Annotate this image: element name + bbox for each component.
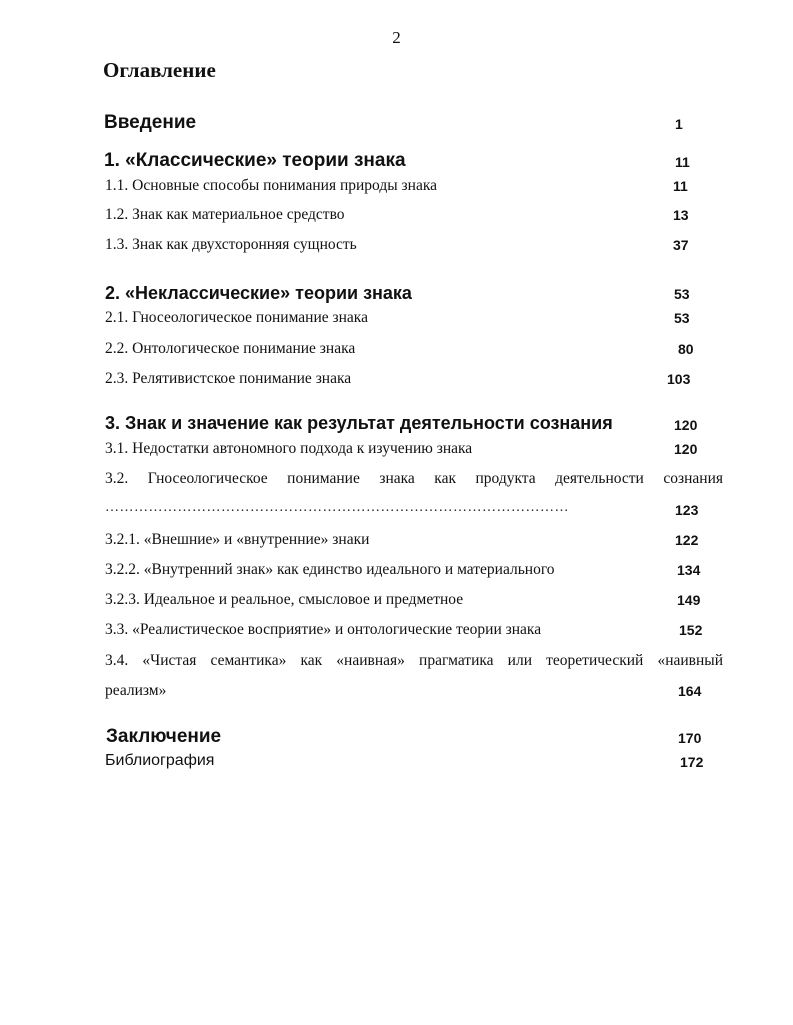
toc-entry-title: 3. Знак и значение как результат деятельности сознания	[105, 413, 613, 433]
toc-entry-page: 123	[675, 502, 699, 518]
toc-entry-page: 37	[673, 237, 689, 253]
toc-entry-title: 2.3. Релятивистское понимание знака	[105, 370, 352, 387]
toc-entry-page: 53	[674, 310, 690, 326]
toc-entry-title: 1.2. Знак как материальное средство	[105, 206, 345, 223]
toc-entry-page: 53	[674, 286, 690, 302]
toc-entry-title: 1. «Классические» теории знака	[104, 150, 406, 171]
toc-entry-title-continued: реализм»	[105, 682, 167, 699]
toc-entry-page: 103	[667, 371, 691, 387]
toc-entry-page: 120	[674, 417, 698, 433]
toc-entry-page: 11	[675, 154, 690, 170]
toc-entry-page: 152	[679, 622, 703, 638]
toc-entry-title: 3.4. «Чистая семантика» как «наивная» прагматика или теоретический «наивный	[105, 652, 723, 669]
toc-entry-title: 3.2.3. Идеальное и реальное, смысловое и предметное	[105, 591, 464, 608]
toc-entry-title: Библиография	[105, 752, 215, 769]
toc-entry-title: 3.2.1. «Внешние» и «внутренние» знаки	[105, 531, 370, 548]
toc-entry-page: 164	[678, 683, 702, 699]
toc-entry-page: 13	[673, 207, 689, 223]
toc-entry-title: 3.3. «Реалистическое восприятие» и онтологические теории знака	[105, 621, 542, 638]
toc-entry-page: 134	[677, 562, 701, 578]
toc-entry-title: 3.1. Недостатки автономного подхода к изучению знака	[105, 440, 473, 457]
toc-entry-page: 11	[673, 178, 688, 194]
toc-entry-page: 149	[677, 592, 701, 608]
toc-entry-page: 120	[674, 441, 698, 457]
toc-entry-title: 2.2. Онтологическое понимание знака	[105, 340, 356, 357]
toc-entry-title: 2. «Неклассические» теории знака	[105, 283, 412, 303]
toc-entry-page: 80	[678, 341, 694, 357]
toc-entry-page: 122	[675, 532, 699, 548]
toc-entry-title: Заключение	[106, 726, 222, 747]
toc-entry-leader-dots: ……………………………………………………………………………………	[105, 500, 569, 515]
toc-entry-page: 172	[680, 754, 704, 770]
toc-entry-title: 3.2. Гносеологическое понимание знака как продукта деятельности сознания	[105, 470, 723, 487]
toc-entry-page: 1	[675, 116, 683, 132]
toc-heading: Оглавление	[103, 58, 216, 82]
toc-entry-title: 2.1. Гносеологическое понимание знака	[105, 309, 368, 326]
page-number: 2	[392, 28, 401, 47]
toc-entry-title: 3.2.2. «Внутренний знак» как единство идеального и материального	[105, 561, 555, 578]
toc-entry-title: Введение	[104, 112, 197, 133]
toc-entry-title: 1.1. Основные способы понимания природы знака	[105, 177, 437, 194]
toc-entry-title: 1.3. Знак как двухсторонняя сущность	[105, 236, 357, 253]
toc-entry-page: 170	[678, 730, 702, 746]
